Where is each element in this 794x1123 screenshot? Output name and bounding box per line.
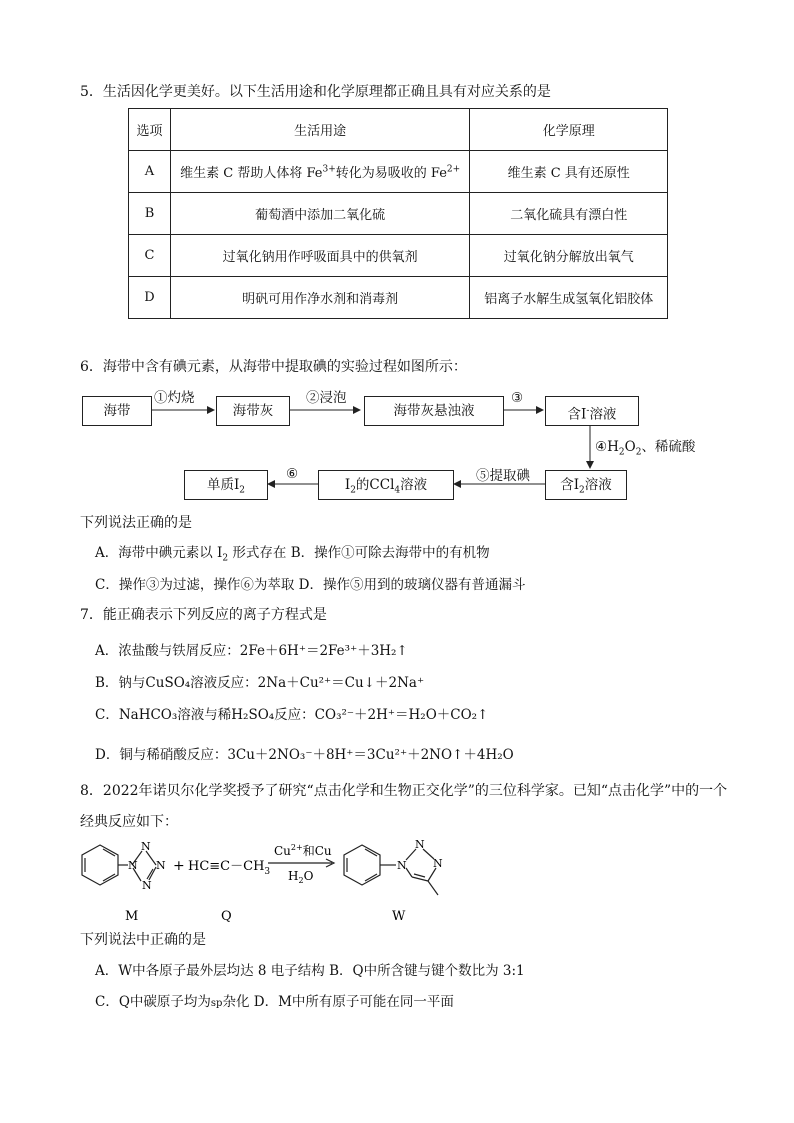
row-option: C: [129, 235, 171, 277]
solvent-label: $H_2O$: [288, 869, 314, 885]
header-principle: 化学原理: [470, 109, 668, 151]
q7-option-c: C．NaHCO₃溶液与稀H₂SO₄反应：CO₃²⁻＋2H⁺＝H₂O＋CO₂↑: [95, 707, 489, 723]
q8-options-ab: A．W中各原子最外层均达 8 电子结构 B．Q中所含键与键个数比为 3:1: [95, 963, 525, 979]
table-row: [129, 235, 668, 277]
q5-stem: 5．生活因化学更美好。以下生活用途和化学原理都正确且具有对应关系的是: [80, 84, 551, 100]
flow-step-5: ⑤提取碘: [476, 468, 530, 484]
q-formula: $HC\equiv C-CH_3$: [188, 859, 271, 877]
q8-options-cd: C．Q中碳原子均为sp杂化 D．M中所有原子可能在同一平面: [95, 994, 454, 1010]
q6-options-ab: A．海带中碘元素以 $I_2$ 形式存在 B．操作①可除去海带中的有机物: [95, 545, 490, 564]
label-w: W: [392, 909, 406, 924]
row-principle: 二氧化硫具有漂白性: [470, 193, 668, 235]
flow-box-iodide-solution: 含I-溶液: [545, 396, 639, 426]
flow-box-iodine-solution: 含$I_2$溶液: [545, 470, 627, 500]
row-option: A: [129, 151, 171, 193]
flow-step-3: ③: [511, 390, 524, 406]
label-m: M: [125, 909, 139, 924]
catalyst-label: $Cu^{2+}$和Cu: [274, 843, 332, 858]
q6-options-cd: C．操作③为过滤，操作⑥为萃取 D．操作⑤用到的玻璃仪器有普通漏斗: [95, 577, 526, 593]
row-use: 葡萄酒中添加二氧化硫: [170, 193, 469, 235]
flow-box-ash: 海带灰: [216, 396, 290, 426]
header-use: 生活用途: [170, 109, 469, 151]
flow-box-elemental-iodine: 单质$I_2$: [184, 470, 268, 500]
row-principle: 维生素 C 具有还原性: [470, 151, 668, 193]
label-q: Q: [221, 909, 232, 924]
q6-prompt: 下列说法正确的是: [80, 515, 192, 531]
q8-stem-line1: 8．2022年诺贝尔化学奖授予了研究“点击化学和生物正交化学”的三位科学家。已知“点击化学”中的一个: [80, 783, 728, 799]
benzene-ring-w: [344, 845, 396, 885]
flow-step-6: ⑥: [286, 466, 299, 482]
q7-option-d: D．铜与稀硝酸反应：3Cu＋2NO₃⁻＋8H⁺＝3Cu²⁺＋2NO↑＋4H₂O: [95, 747, 514, 763]
row-use: 明矾可用作净水剂和消毒剂: [170, 277, 469, 319]
flow-box-suspension: 海带灰悬浊液: [364, 396, 504, 426]
plus-sign: +: [173, 858, 185, 874]
row-principle: 铝离子水解生成氢氧化铝胶体: [470, 277, 668, 319]
flow-step-4: $④H_2O_2$、稀硫酸: [595, 439, 696, 458]
atom-n3-m: N: [156, 859, 166, 872]
row-principle: 过氧化钠分解放出氧气: [470, 235, 668, 277]
q8-prompt: 下列说法中正确的是: [80, 932, 206, 948]
table-header-row: [129, 109, 668, 151]
atom-n2-m: N: [141, 840, 151, 853]
benzene-ring-m: [82, 845, 128, 885]
q7-option-b: B．钠与CuSO₄溶液反应：2Na＋Cu²⁺＝Cu↓＋2Na⁺: [95, 675, 425, 691]
row-use: 维生素 C 帮助人体将 $Fe^{3+}$转化为易吸收的 $Fe^{2+}$: [170, 151, 469, 193]
table-row: [129, 277, 668, 319]
q8-stem-line2: 经典反应如下：: [80, 814, 178, 830]
table-row: [129, 151, 668, 193]
atom-n4-m: N: [142, 879, 152, 892]
atom-n2-w: N: [415, 838, 425, 851]
q7-option-a: A．浓盐酸与铁屑反应：2Fe＋6H⁺＝2Fe³⁺＋3H₂↑: [95, 643, 408, 659]
atom-n3-w: N: [433, 857, 443, 870]
row-option: B: [129, 193, 171, 235]
row-option: D: [129, 277, 171, 319]
q8-reaction-scheme: [70, 835, 490, 925]
header-option: 选项: [129, 109, 171, 151]
flow-box-ccl4-solution: $I_2$的CCl$_4$溶液: [318, 470, 454, 500]
flow-step-1: ①灼烧: [154, 390, 195, 406]
atom-n1-w: N: [397, 859, 407, 872]
flow-box-kelp: 海带: [82, 396, 152, 426]
atom-n1-m: N: [128, 859, 138, 872]
q6-stem: 6．海带中含有碘元素，从海带中提取碘的实验过程如图所示：: [80, 359, 467, 375]
q7-stem: 7．能正确表示下列反应的离子方程式是: [80, 607, 327, 623]
flow-step-2: ②浸泡: [306, 390, 347, 406]
row-use: 过氧化钠用作呼吸面具中的供氧剂: [170, 235, 469, 277]
table-row: [129, 193, 668, 235]
triazole-ring-w: [406, 849, 438, 895]
q5-table: [128, 108, 668, 319]
